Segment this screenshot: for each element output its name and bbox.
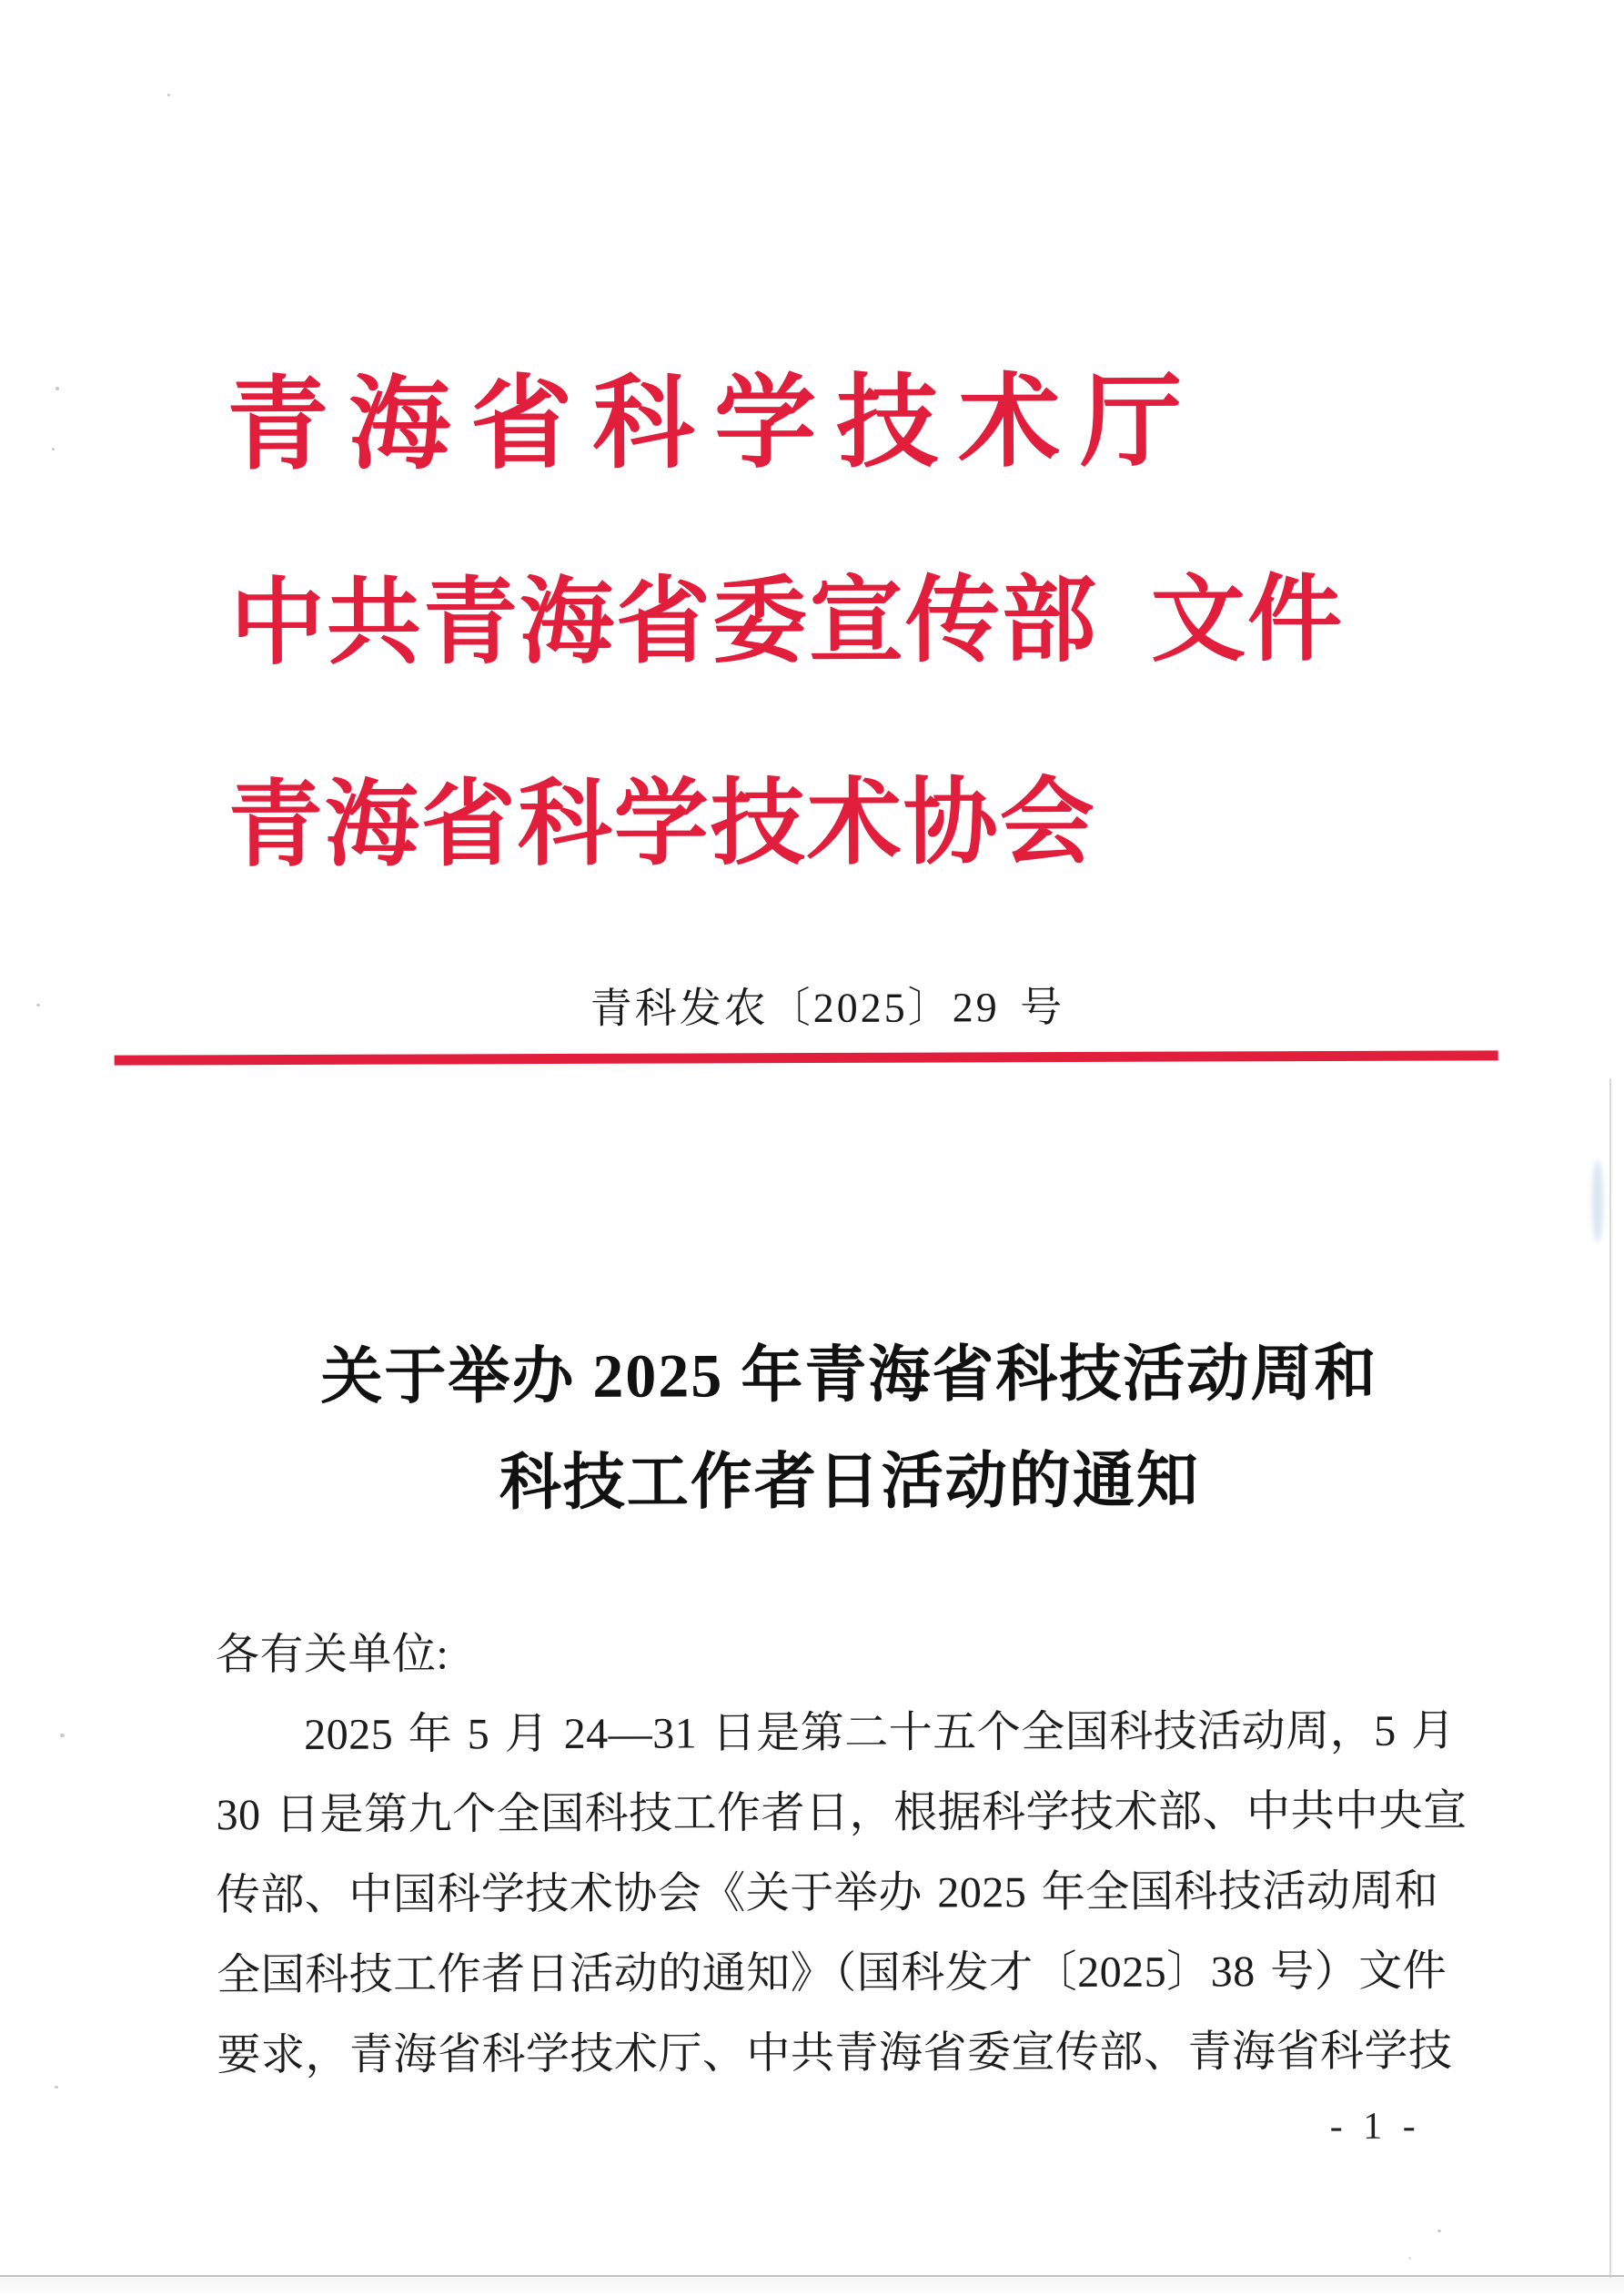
paper-edge-bottom-shadow [0,2278,1624,2296]
document-body [215,1612,1468,2097]
paper-edge-right [1609,1078,1611,2278]
document-title-line-2: 科技工作者日活动的通知 [499,1445,1200,1518]
document-number: 青科发农〔2025〕29 号 [590,984,1065,1032]
scan-speck [36,1004,40,1006]
scan-speck [167,94,170,96]
paragraph-line-5: 要求，青海省科学技术厅、中共青海省委宣传部、青海省科学技 [217,2027,1453,2080]
scan-speck [1437,2230,1441,2232]
document-title [74,1320,1624,1538]
paragraph-line-4: 全国科技工作者日活动的通知》（国科发才〔2025〕38 号）文件 [217,1947,1447,2000]
scan-speck [52,448,55,450]
letterhead-org-line-2: 中共青海省委宣传部 文件 [229,567,1345,677]
paragraph-line-1: 2025 年 5 月 24—31 日是第二十五个全国科技活动周，5 月 [304,1706,1456,1759]
page-number: - 1 - [1329,2105,1421,2149]
paragraph-line-3: 传部、中国科学技术协会《关于举办 2025 年全国科技活动周和 [216,1866,1439,1920]
salutation: 各有关单位: [215,1630,449,1680]
scan-speck [1408,2257,1411,2260]
document-title-line-1: 关于举办 2025 年青海省科技活动周和 [320,1338,1378,1411]
paragraph-line-2: 30 日是第九个全国科技工作者日，根据科学技术部、中共中央宣 [216,1786,1468,1840]
scan-speck [60,1734,65,1737]
scan-speck [55,2086,58,2089]
scan-smudge [1592,1160,1603,1242]
paper-edge-bottom [0,2275,1624,2277]
red-divider-line [115,1050,1498,1065]
scan-speck [55,387,59,390]
letterhead-org-line-3: 青海省科学技术协会 [227,770,1096,879]
letterhead-org-line-1: 青海省科学技术厅 [227,366,1203,483]
